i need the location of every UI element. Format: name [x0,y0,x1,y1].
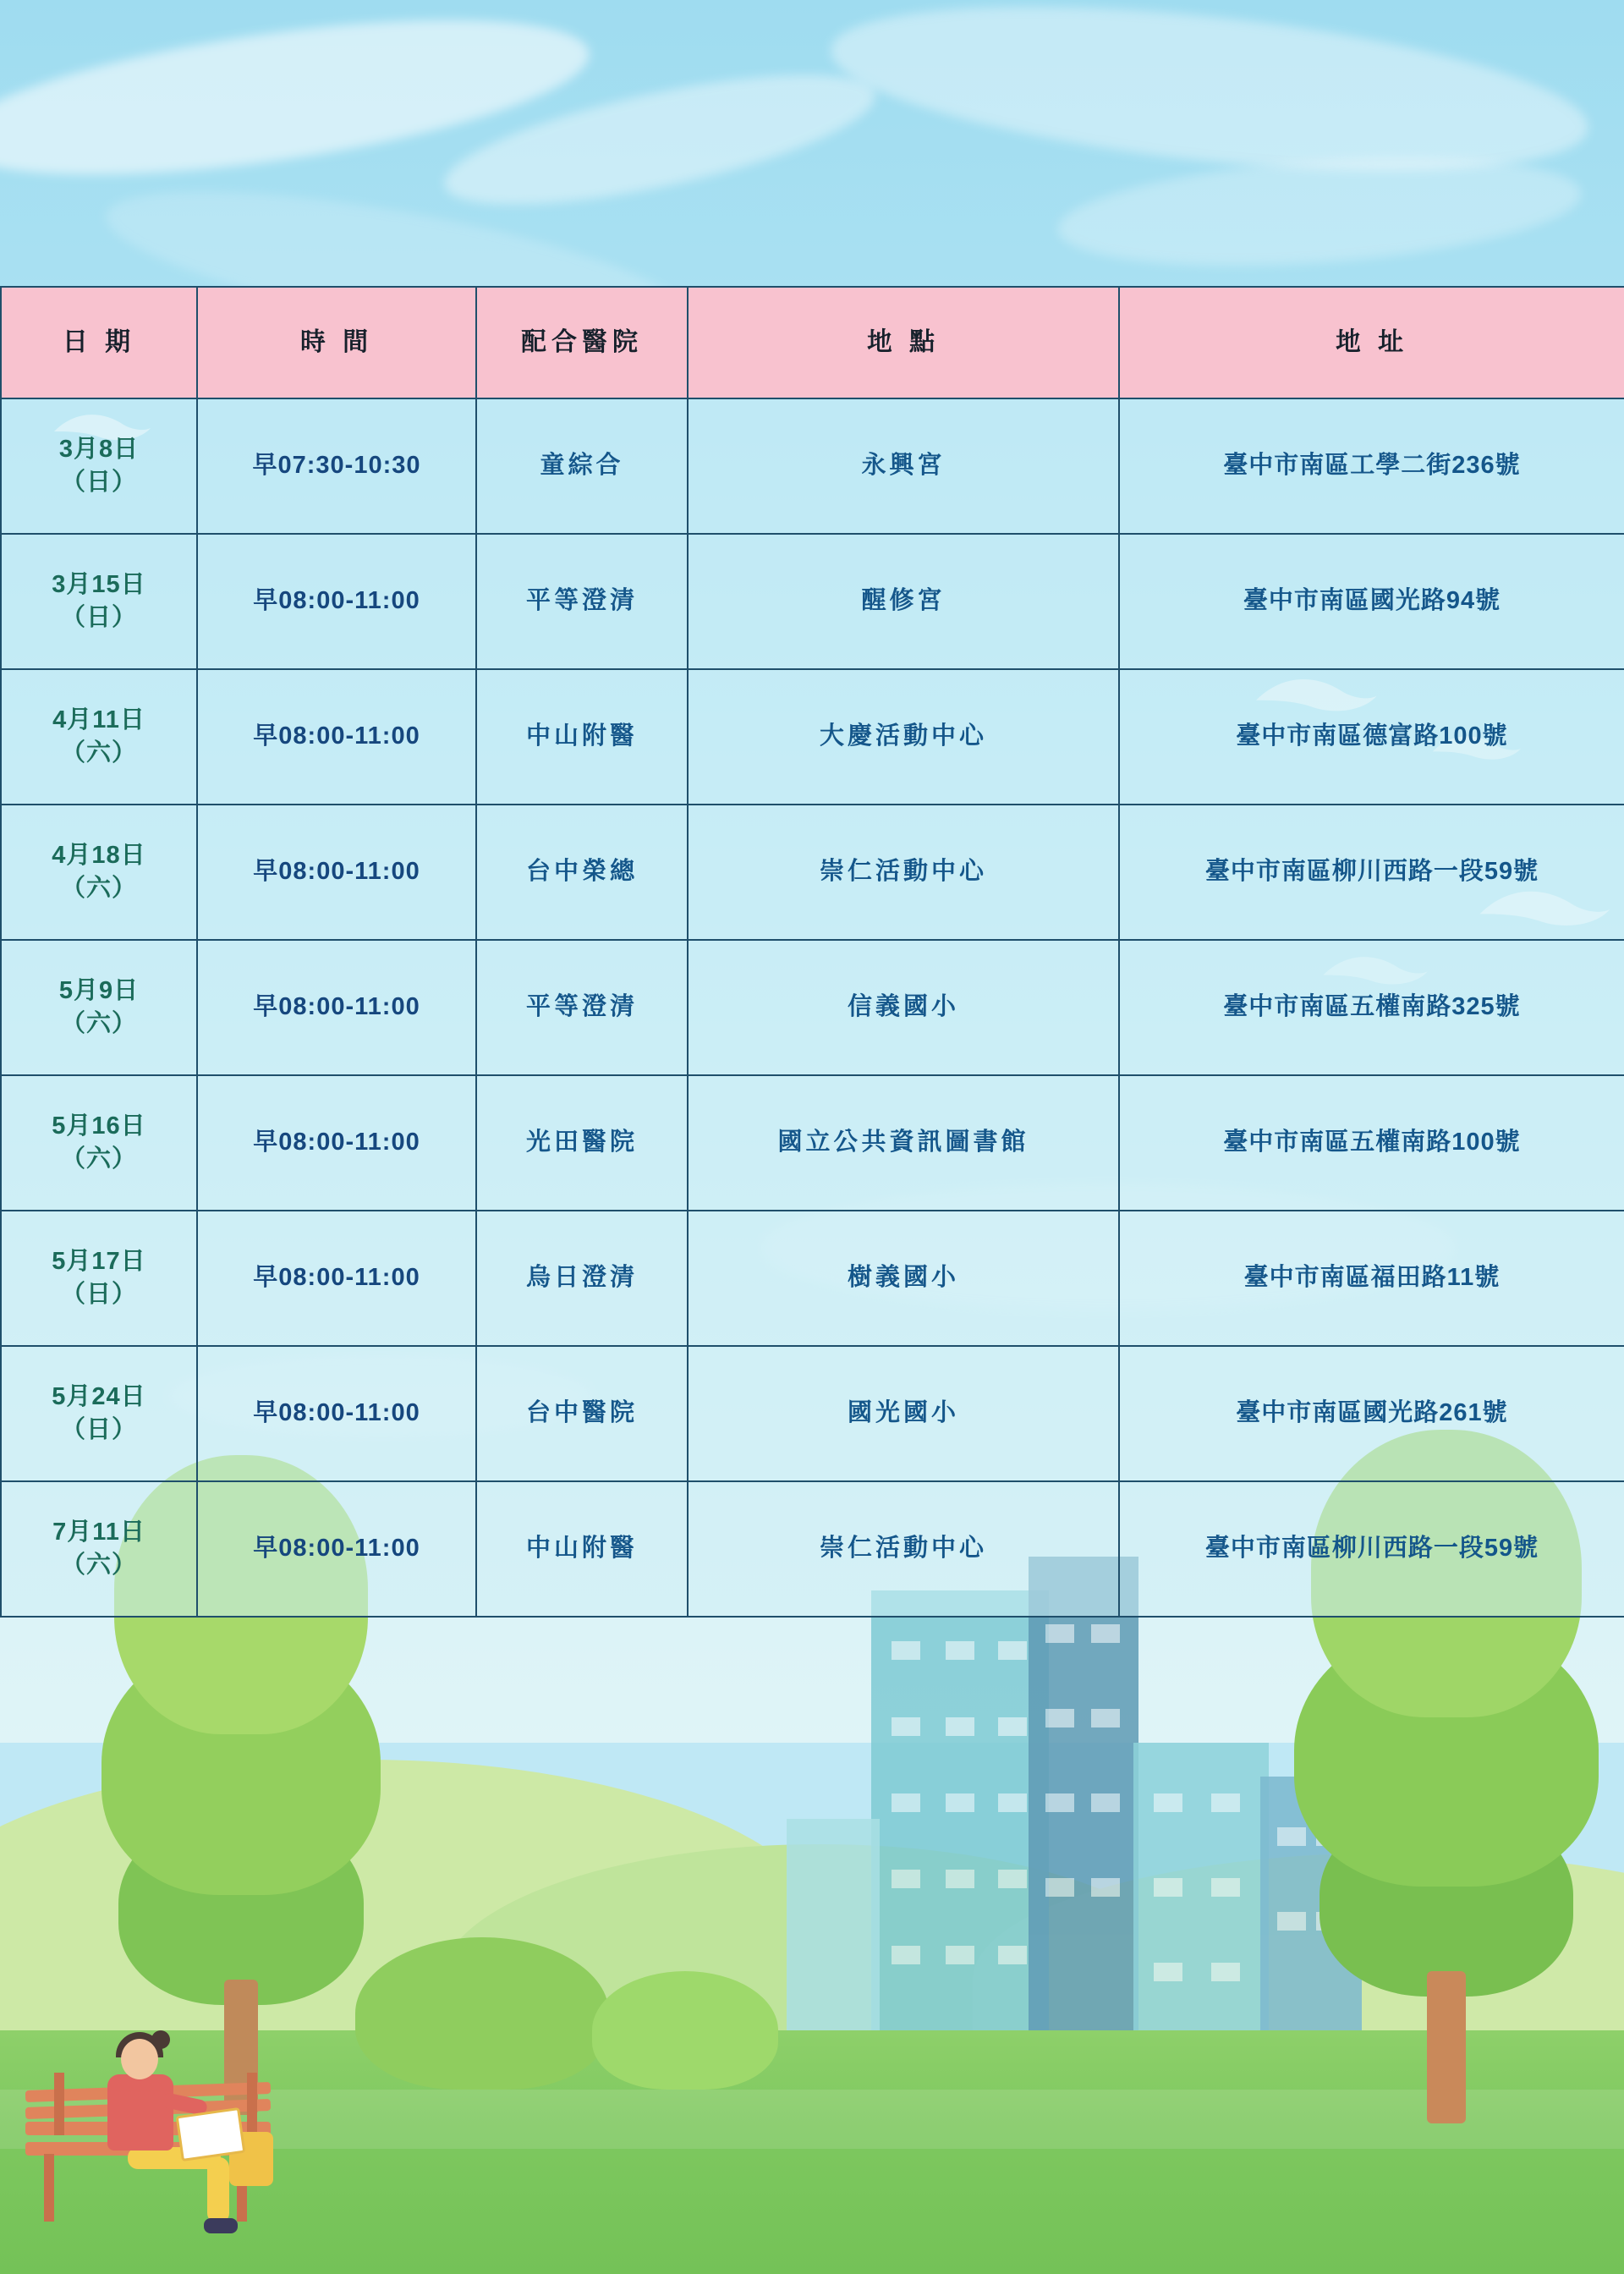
cell-place: 永興宮 [688,398,1119,534]
cell-hospital: 光田醫院 [476,1075,688,1211]
column-header-hospital: 配合醫院 [476,287,688,398]
cell-address: 臺中市南區五權南路325號 [1119,940,1624,1075]
cell-time: 早08:00-11:00 [197,1481,476,1617]
table-row [1,940,1624,1075]
table-row [1,1481,1624,1617]
date-weekday: （六） [60,1145,137,1173]
cell-place: 崇仁活動中心 [688,805,1119,940]
cell-place: 崇仁活動中心 [688,1481,1119,1617]
cell-date [1,534,197,669]
cell-hospital: 平等澄清 [476,534,688,669]
person-reading-illustration [80,2030,233,2242]
date-weekday: （日） [60,1281,137,1308]
column-header-address: 地 址 [1119,287,1624,398]
cell-address: 臺中市南區福田路11號 [1119,1211,1624,1346]
column-header-time: 時 間 [197,287,476,398]
table-header-row [1,287,1624,398]
cell-address: 臺中市南區柳川西路一段59號 [1119,1481,1624,1617]
date-main: 5月24日 [52,1382,146,1410]
cell-address: 臺中市南區五權南路100號 [1119,1075,1624,1211]
date-main: 7月11日 [52,1518,145,1546]
date-main: 5月17日 [52,1247,146,1275]
cell-address: 臺中市南區國光路94號 [1119,534,1624,669]
cell-date [1,805,197,940]
cell-time: 早08:00-11:00 [197,940,476,1075]
date-main: 5月16日 [52,1112,146,1140]
column-header-place: 地 點 [688,287,1119,398]
table-row [1,1211,1624,1346]
cell-time: 早08:00-11:00 [197,805,476,940]
date-weekday: （六） [60,875,137,902]
date-main: 4月11日 [52,706,145,733]
cell-address: 臺中市南區德富路100號 [1119,669,1624,805]
table-row [1,805,1624,940]
cell-hospital: 平等澄清 [476,940,688,1075]
cell-place: 國立公共資訊圖書館 [688,1075,1119,1211]
date-main: 3月15日 [52,570,146,598]
cell-hospital: 烏日澄清 [476,1211,688,1346]
cell-date [1,940,197,1075]
table-header [1,287,1624,398]
cell-place: 大慶活動中心 [688,669,1119,805]
cell-hospital: 台中榮總 [476,805,688,940]
bush-shape [355,1937,609,2090]
cell-address: 臺中市南區工學二街236號 [1119,398,1624,534]
cell-place: 樹義國小 [688,1211,1119,1346]
table-row [1,1075,1624,1211]
date-weekday: （六） [60,1552,137,1579]
date-weekday: （日） [60,1416,137,1443]
cell-date [1,398,197,534]
cell-time: 早08:00-11:00 [197,1075,476,1211]
cell-place: 國光國小 [688,1346,1119,1481]
date-main: 4月18日 [52,841,146,869]
building-shape [871,1590,1049,2098]
cell-time: 早08:00-11:00 [197,669,476,805]
bush-shape [592,1971,778,2090]
cell-date [1,1211,197,1346]
column-header-date: 日 期 [1,287,197,398]
cell-time: 早08:00-11:00 [197,1211,476,1346]
table-row [1,534,1624,669]
cell-time: 早08:00-11:00 [197,534,476,669]
cell-hospital: 童綜合 [476,398,688,534]
cell-date [1,1481,197,1617]
schedule-table-container [0,286,1624,1618]
cell-date [1,1075,197,1211]
cell-address: 臺中市南區柳川西路一段59號 [1119,805,1624,940]
cell-date [1,669,197,805]
cell-hospital: 中山附醫 [476,669,688,805]
cell-place: 醒修宮 [688,534,1119,669]
date-main: 3月8日 [58,435,140,463]
building-shape [1029,1557,1138,2098]
cell-date [1,1346,197,1481]
table-row [1,398,1624,534]
cell-time: 早08:00-11:00 [197,1346,476,1481]
cell-address: 臺中市南區國光路261號 [1119,1346,1624,1481]
date-weekday: （六） [60,1010,137,1037]
cell-place: 信義國小 [688,940,1119,1075]
date-weekday: （六） [60,739,137,766]
date-main: 5月9日 [58,976,140,1004]
cell-hospital: 台中醫院 [476,1346,688,1481]
cell-hospital: 中山附醫 [476,1481,688,1617]
table-row [1,1346,1624,1481]
date-weekday: （日） [60,604,137,631]
date-weekday: （日） [60,469,137,496]
schedule-table [0,286,1624,1618]
cell-time: 早07:30-10:30 [197,398,476,534]
table-body [1,398,1624,1617]
table-row [1,669,1624,805]
